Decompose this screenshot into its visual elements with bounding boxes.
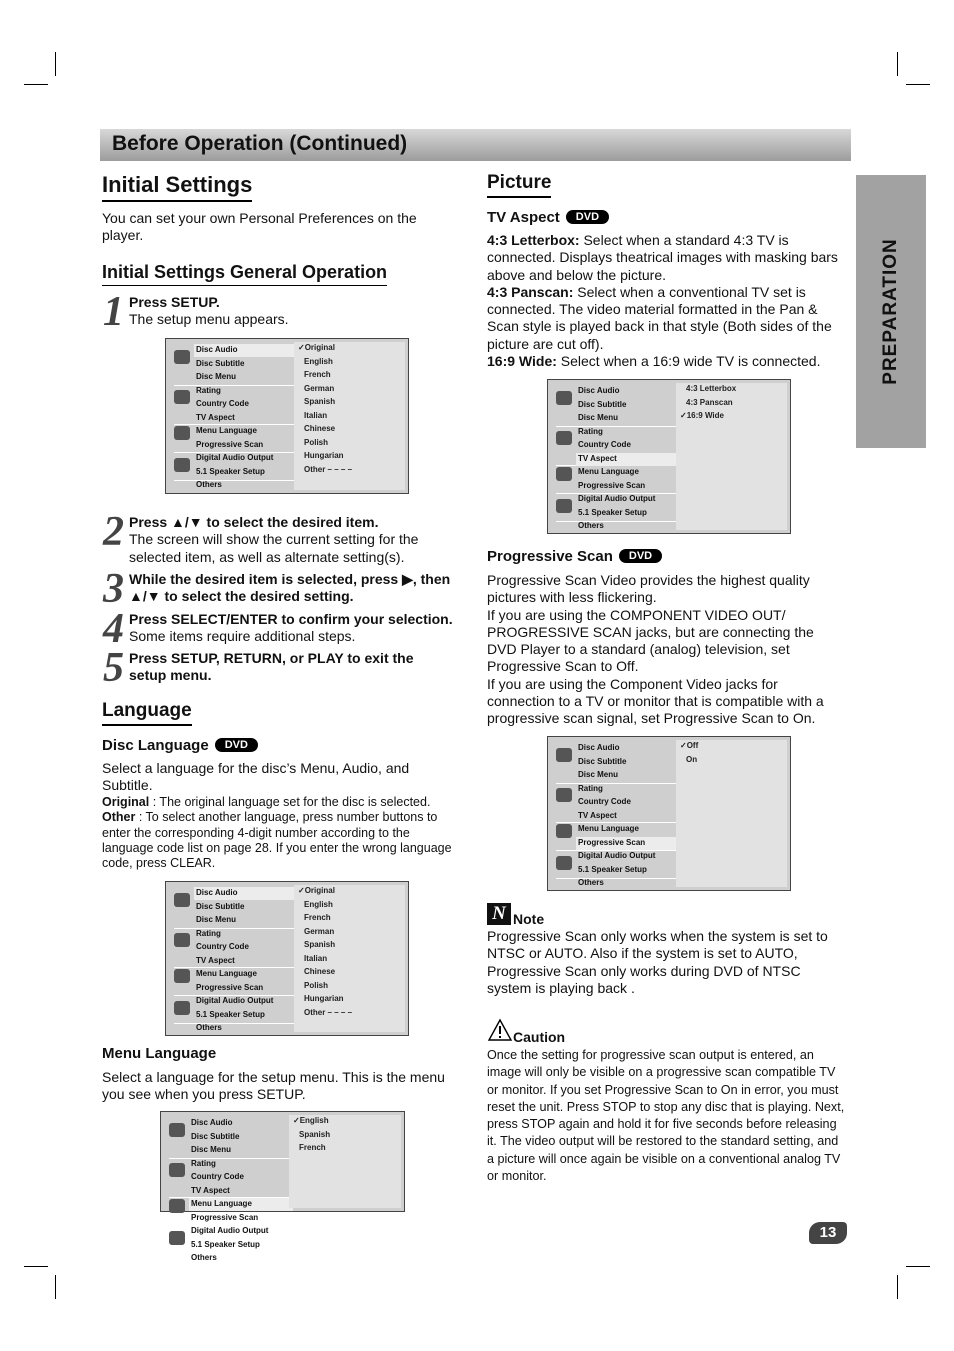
side-tab-label: PREPARATION [880, 238, 901, 385]
menu-item[interactable]: Disc Menu [191, 1145, 232, 1154]
disc-language-heading-text: Disc Language [102, 737, 209, 754]
menu-item[interactable]: Rating [578, 783, 603, 793]
disc-icon [169, 1123, 185, 1137]
menu-item[interactable]: Disc Menu [578, 770, 619, 779]
caution-heading: Caution [513, 1029, 566, 1045]
menu-divider [174, 928, 298, 929]
panscan-label: 4:3 Panscan: [487, 283, 574, 300]
menu-item[interactable]: Disc Audio [578, 386, 620, 395]
step-number: 3 [103, 566, 124, 612]
tv-icon [169, 1199, 185, 1213]
step-3-bold: While the desired item is selected, press ▶, then ▲/▼ to select the desired setting. [129, 571, 451, 605]
general-operation-heading: Initial Settings General Operation [102, 262, 387, 286]
menu-item[interactable]: Progressive Scan [196, 439, 264, 449]
crop-mark [24, 1266, 48, 1267]
menu-item[interactable]: Digital Audio Output [578, 851, 656, 860]
initial-settings-title: Initial Settings [102, 172, 252, 202]
menu-item[interactable]: Country Code [578, 440, 631, 449]
setup-menu-disc-language [165, 881, 409, 1036]
step-2-bold: Press ▲/▼ to select the desired item. [129, 514, 379, 530]
menu-item[interactable]: Country Code [191, 1172, 244, 1181]
menu-item[interactable]: Digital Audio Output [196, 996, 274, 1005]
menu-item[interactable]: Menu Language [578, 467, 639, 476]
menu-divider [556, 426, 680, 427]
menu-item[interactable]: Menu Language [191, 1199, 252, 1208]
progressive-scan-text [487, 572, 847, 728]
tv-icon [174, 969, 190, 983]
other-text: : To select another language, press number buttons to enter the corresponding 4-digit number according to the language code list on page 28. If you enter the wrong language code, press CLEAR. [102, 810, 452, 871]
language-title: Language [102, 700, 192, 726]
step-4-bold: Press SELECT/ENTER to confirm your selection. [129, 611, 453, 627]
audio-icon [556, 499, 572, 513]
caution-text: Once the setting for progressive scan output is entered, an image will only be visible on a progressive scan compatible TV or monitor. If you set Progressive Scan to On in error, you must reset the unit. Press STOP to stop any disc that is playing. Next, press STOP again and hold it for five seconds before releasing it. The video output will be restored to the standard setting, and a picture will once again be visible on a conventional analog TV or monitor. [487, 1048, 845, 1184]
page-number: 13 [809, 1222, 847, 1244]
menu-item[interactable]: Others [578, 521, 604, 530]
menu-item[interactable]: Rating [196, 928, 221, 938]
menu-option-list [289, 1115, 401, 1208]
menu-item[interactable]: Disc Subtitle [578, 756, 627, 766]
original-label: Original [102, 795, 150, 809]
step-1-text: The setup menu appears. [129, 311, 289, 328]
tv-icon [556, 824, 572, 838]
menu-item[interactable]: Rating [191, 1158, 216, 1168]
crop-mark [55, 1275, 56, 1299]
menu-item[interactable]: Others [196, 480, 222, 489]
setup-menu-tv-aspect [547, 379, 791, 534]
menu-item[interactable]: Disc Audio [196, 888, 238, 897]
menu-item[interactable]: Digital Audio Output [191, 1226, 269, 1235]
banner-title: Before Operation (Continued) [112, 132, 408, 155]
menu-option[interactable]: Italian [304, 953, 328, 963]
crop-mark [906, 84, 930, 85]
menu-item[interactable]: TV Aspect [578, 453, 617, 463]
menu-item[interactable]: Country Code [196, 942, 249, 951]
disc-language-heading [102, 737, 258, 754]
menu-divider [169, 1158, 293, 1159]
menu-item[interactable]: Others [191, 1253, 217, 1262]
menu-divider [169, 1253, 293, 1254]
step-number: 1 [103, 289, 124, 335]
crop-mark [897, 1275, 898, 1299]
section-banner [100, 129, 851, 161]
audio-icon [169, 1231, 185, 1245]
menu-item[interactable]: Digital Audio Output [196, 453, 274, 462]
menu-option[interactable]: French [304, 913, 331, 922]
menu-option[interactable]: French [299, 1143, 326, 1152]
menu-option[interactable]: Other – – – – [304, 1007, 353, 1017]
menu-item[interactable]: Others [578, 878, 604, 887]
menu-language-text: Select a language for the setup menu. This is the menu you see when you press SETUP. [102, 1069, 445, 1103]
note-text: Progressive Scan only works when the system is set to NTSC or AUTO. Also if the system is set to AUTO, Progressive Scan only works during DVD of NTSC system is playing back . [487, 928, 828, 996]
setup-menu-menu-language [160, 1111, 405, 1262]
menu-item[interactable]: Progressive Scan [191, 1212, 259, 1222]
dvd-badge: DVD [215, 738, 258, 752]
menu-option[interactable]: ✓16:9 Wide [680, 411, 724, 420]
note-icon: N [487, 903, 511, 925]
dvd-badge: DVD [566, 210, 609, 224]
menu-option[interactable]: Spanish [304, 397, 336, 406]
menu-item-list [552, 740, 678, 887]
menu-item[interactable]: Disc Menu [196, 372, 237, 381]
menu-item[interactable]: TV Aspect [196, 412, 235, 422]
audio-icon [174, 1001, 190, 1015]
menu-option[interactable]: German [304, 926, 335, 936]
step-4-text: Some items require additional steps. [129, 628, 356, 645]
menu-item[interactable]: Rating [578, 426, 603, 436]
other-label: Other [102, 810, 136, 825]
lock-icon [169, 1163, 185, 1177]
menu-item[interactable]: Disc Audio [196, 345, 238, 354]
menu-item[interactable]: Menu Language [196, 969, 257, 978]
menu-option[interactable]: German [304, 383, 335, 393]
menu-item[interactable]: 5.1 Speaker Setup [578, 507, 647, 517]
disc-icon [174, 350, 190, 364]
menu-divider [174, 1023, 298, 1024]
disc-language-options [102, 795, 452, 871]
menu-item[interactable]: TV Aspect [578, 810, 617, 820]
audio-icon [556, 856, 572, 870]
setup-menu-progressive-scan [547, 736, 791, 891]
menu-item[interactable]: Digital Audio Output [578, 494, 656, 503]
menu-divider [556, 783, 680, 784]
dvd-badge: DVD [619, 549, 662, 563]
menu-option[interactable]: Spanish [304, 940, 336, 949]
menu-option[interactable]: On [686, 754, 698, 764]
menu-item[interactable]: Disc Subtitle [578, 399, 627, 409]
original-text: : The original language set for the disc is selected. [149, 795, 431, 809]
step-3 [129, 571, 469, 606]
picture-title: Picture [487, 172, 551, 198]
panscan-text: Select when a conventional TV set is connected. The video material formatted in the Pan & Scan style is played back in that style (Both sides of the picture are cut off). [487, 283, 832, 352]
menu-option[interactable]: Polish [304, 437, 329, 447]
step-1-bold: Press SETUP. [129, 294, 220, 310]
menu-item-list [170, 342, 296, 490]
menu-divider [174, 385, 298, 386]
setup-menu-disc-audio [165, 338, 409, 494]
tv-icon [174, 426, 190, 440]
menu-divider [174, 967, 298, 968]
progressive-scan-heading-text: Progressive Scan [487, 548, 613, 565]
menu-language-heading: Menu Language [102, 1045, 217, 1062]
lock-icon [556, 788, 572, 802]
progressive-scan-heading [487, 548, 662, 565]
menu-item[interactable]: 5.1 Speaker Setup [191, 1239, 260, 1249]
menu-option[interactable]: English [304, 899, 333, 909]
menu-item[interactable]: Country Code [578, 797, 631, 806]
menu-item-list [170, 885, 296, 1032]
menu-item[interactable]: Disc Audio [578, 743, 620, 752]
menu-option[interactable]: ✓Original [298, 343, 335, 352]
menu-item[interactable]: Menu Language [196, 426, 257, 435]
side-tab [856, 175, 926, 448]
menu-item[interactable]: Rating [196, 385, 221, 395]
menu-item[interactable]: Disc Subtitle [196, 358, 245, 368]
step-number: 4 [103, 606, 124, 652]
crop-mark [55, 52, 56, 76]
menu-item[interactable]: Progressive Scan [578, 480, 646, 490]
progressive-p2: If you are using the COMPONENT VIDEO OUT/ PROGRESSIVE SCAN jacks, but are connecting the DVD Player to a standard (analog) television, set Progressive Scan to Off. [487, 606, 814, 675]
menu-option[interactable]: Hungarian [304, 994, 344, 1003]
menu-item[interactable]: Disc Menu [578, 413, 619, 422]
step-number: 5 [103, 645, 124, 691]
menu-item[interactable]: TV Aspect [196, 955, 235, 965]
disc-language-text: Select a language for the disc’s Menu, Audio, and Subtitle. [102, 760, 410, 794]
audio-icon [174, 458, 190, 472]
crop-mark [24, 84, 48, 85]
menu-item[interactable]: Disc Audio [191, 1118, 233, 1127]
progressive-p1: Progressive Scan Video provides the highest quality pictures with less flickering. [487, 572, 810, 606]
menu-item[interactable]: Progressive Scan [578, 837, 646, 847]
disc-icon [556, 391, 572, 405]
menu-divider [174, 424, 298, 425]
intro-text: You can set your own Personal Preferences on the player. [102, 210, 417, 244]
step-5-bold: Press SETUP, RETURN, or PLAY to exit the setup menu. [129, 650, 414, 684]
step-number: 2 [103, 509, 124, 555]
menu-option[interactable]: Other – – – – [304, 464, 353, 474]
menu-option[interactable]: Spanish [299, 1129, 331, 1139]
menu-item-list [165, 1115, 291, 1262]
disc-icon [174, 893, 190, 907]
lock-icon [174, 933, 190, 947]
menu-option[interactable]: Italian [304, 410, 328, 420]
menu-option[interactable]: Chinese [304, 967, 336, 976]
note-heading: Note [513, 911, 545, 927]
menu-option[interactable]: French [304, 370, 331, 379]
menu-item[interactable]: Progressive Scan [196, 982, 264, 992]
step-2-text: The screen will show the current setting for the selected item, as well as alternate setting(s). [129, 531, 419, 565]
tv-aspect-heading [487, 209, 609, 226]
menu-divider [556, 822, 680, 823]
tv-aspect-heading-text: TV Aspect [487, 209, 560, 226]
menu-item[interactable]: Country Code [196, 399, 249, 408]
letterbox-label: 4:3 Letterbox: [487, 232, 580, 248]
lock-icon [556, 431, 572, 445]
menu-item[interactable]: 5.1 Speaker Setup [196, 466, 265, 476]
menu-item[interactable]: 5.1 Speaker Setup [578, 864, 647, 874]
menu-item[interactable]: 5.1 Speaker Setup [196, 1009, 265, 1019]
menu-item[interactable]: Disc Menu [196, 915, 237, 924]
menu-option[interactable]: ✓Off [680, 741, 699, 750]
wide-text: Select when a 16:9 wide TV is connected. [556, 353, 821, 370]
menu-item[interactable]: Disc Subtitle [191, 1131, 240, 1141]
caution-icon [488, 1019, 512, 1041]
menu-item[interactable]: TV Aspect [191, 1185, 230, 1195]
menu-option-list [676, 740, 787, 887]
menu-option-list [294, 342, 405, 490]
progressive-p3: If you are using the Component Video jacks for connection to a TV or monitor that is compatible with a progressive scan signal, set Progressive Scan to On. [487, 675, 824, 727]
crop-mark [906, 1266, 930, 1267]
menu-item[interactable]: Others [196, 1023, 222, 1032]
menu-option[interactable]: Polish [304, 980, 329, 990]
step-1 [129, 294, 449, 329]
menu-option-list [676, 383, 787, 530]
menu-divider [556, 521, 680, 522]
menu-option[interactable]: Chinese [304, 424, 336, 433]
menu-option[interactable]: English [304, 356, 333, 366]
step-5 [129, 650, 449, 685]
step-2 [129, 514, 449, 566]
menu-divider [556, 878, 680, 879]
menu-item[interactable]: Menu Language [578, 824, 639, 833]
letterbox-text: Select when a standard 4:3 TV is connected. Displays theatrical images with masking bars above and below the picture. [487, 232, 838, 283]
wide-label: 16:9 Wide: [487, 353, 557, 370]
menu-option-list [294, 885, 405, 1032]
menu-option[interactable]: ✓Original [298, 886, 335, 895]
crop-mark [897, 52, 898, 76]
menu-item-list [552, 383, 678, 530]
menu-option[interactable]: Hungarian [304, 451, 344, 460]
menu-option[interactable]: 4:3 Panscan [686, 397, 733, 407]
menu-option[interactable]: 4:3 Letterbox [686, 384, 737, 393]
menu-item[interactable]: Disc Subtitle [196, 901, 245, 911]
step-4 [129, 611, 469, 646]
disc-icon [556, 748, 572, 762]
menu-divider [174, 480, 298, 481]
lock-icon [174, 390, 190, 404]
tv-icon [556, 467, 572, 481]
menu-option[interactable]: ✓English [293, 1116, 329, 1125]
tv-aspect-text [487, 232, 847, 370]
